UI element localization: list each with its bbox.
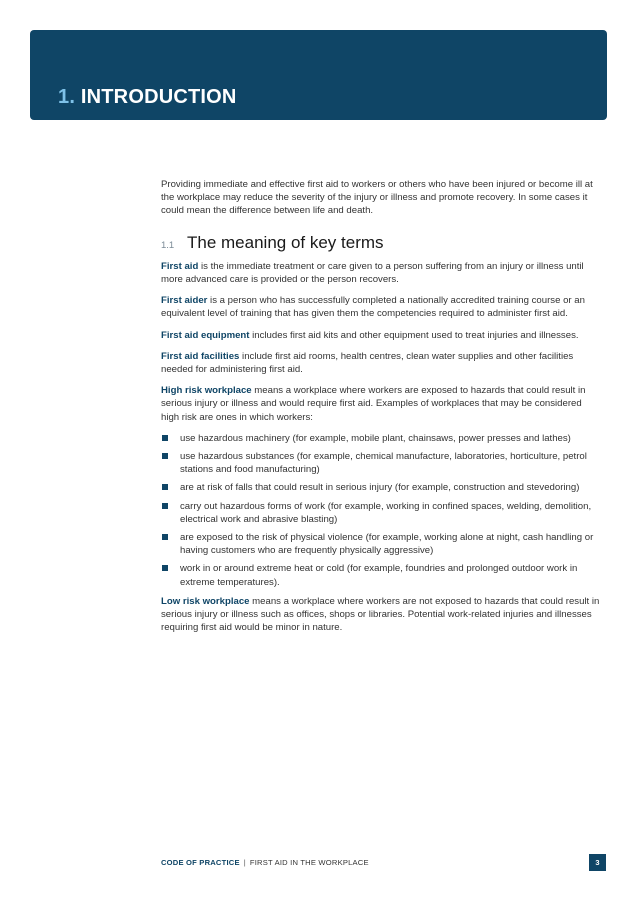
- list-item-text: use hazardous substances (for example, chemical manufacture, laboratories, horticulture, petrol stations and food manufacturing): [180, 451, 587, 476]
- square-bullet-icon: [162, 453, 168, 459]
- square-bullet-icon: [162, 435, 168, 441]
- page-footer: [161, 858, 369, 867]
- list-item: [161, 531, 601, 557]
- list-item-text: are at risk of falls that could result in serious injury (for example, construction and stevedoring): [180, 482, 580, 494]
- footer-code: CODE OF PRACTICE: [161, 858, 240, 867]
- term-text: is a person who has successfully completed a nationally accredited training course or an equivalent level of training that has given them the competencies required to administer first aid.: [161, 295, 585, 320]
- list-item: [161, 562, 601, 588]
- list-item-text: work in or around extreme heat or cold (for example, foundries and prolonged outdoor work in extreme temperatures).: [180, 563, 578, 588]
- definition-first-aid-equipment: [161, 329, 601, 342]
- list-item-text: carry out hazardous forms of work (for example, working in confined spaces, welding, demolition, electrical work and abrasive blasting): [180, 500, 592, 525]
- main-content: [161, 178, 601, 642]
- square-bullet-icon: [162, 534, 168, 540]
- term-text: include first aid rooms, health centres, clean water supplies and other facilities needed for administering first aid.: [161, 350, 574, 376]
- term-label: Low risk workplace: [161, 595, 250, 607]
- list-item-text: are exposed to the risk of physical violence (for example, working alone at night, cash handling or having customers who are frequently physically aggressive): [180, 532, 594, 557]
- page-number: 3: [595, 858, 600, 867]
- list-item: [161, 481, 601, 494]
- term-text: includes first aid kits and other equipment used to treat injuries and illnesses.: [249, 329, 579, 341]
- term-label: First aid facilities: [161, 350, 240, 362]
- header-banner: [30, 30, 607, 120]
- section-title: The meaning of key terms: [187, 232, 384, 252]
- term-label: First aider: [161, 295, 208, 307]
- term-text: means a workplace where workers are exposed to hazards that could result in serious injury or illness and would require first aid. Examples of workplaces that may be considered high risk are ones in which workers:: [161, 385, 586, 423]
- page-number-badge: [589, 854, 606, 871]
- square-bullet-icon: [162, 503, 168, 509]
- section-heading: [161, 232, 601, 252]
- square-bullet-icon: [162, 484, 168, 490]
- definition-first-aid: [161, 260, 601, 286]
- square-bullet-icon: [162, 565, 168, 571]
- term-label: First aid: [161, 260, 199, 272]
- section-number: 1.1: [161, 239, 175, 251]
- page-title: [58, 86, 237, 109]
- list-item: [161, 500, 601, 526]
- definition-high-risk-workplace: [161, 384, 601, 424]
- definition-first-aider: [161, 294, 601, 320]
- definition-low-risk-workplace: [161, 595, 601, 635]
- term-label: High risk workplace: [161, 385, 252, 397]
- term-text: is the immediate treatment or care given to a person suffering from an injury or illness until more advanced care is provided or the person recovers.: [161, 260, 584, 286]
- term-text: means a workplace where workers are not exposed to hazards that could result in serious injury or illness such as offices, shops or libraries. Potential work-related injuries and illnesses requiring first aid would be minor in nature.: [161, 595, 600, 634]
- list-item-text: use hazardous machinery (for example, mobile plant, chainsaws, power presses and lathes): [180, 432, 571, 444]
- chapter-title: INTRODUCTION: [80, 86, 237, 108]
- definition-first-aid-facilities: [161, 350, 601, 376]
- term-label: First aid equipment: [161, 329, 250, 341]
- footer-title: FIRST AID IN THE WORKPLACE: [249, 858, 369, 867]
- intro-paragraph: Providing immediate and effective first aid to workers or others who have been injured or become ill at the workplace may reduce the severity of the injury or illness and promote recovery. In some cases it could mean the difference between life and death.: [161, 179, 593, 217]
- footer-separator: |: [243, 858, 246, 867]
- list-item: [161, 432, 601, 445]
- list-item: [161, 450, 601, 476]
- chapter-number: 1.: [58, 86, 76, 108]
- high-risk-list: [161, 432, 601, 589]
